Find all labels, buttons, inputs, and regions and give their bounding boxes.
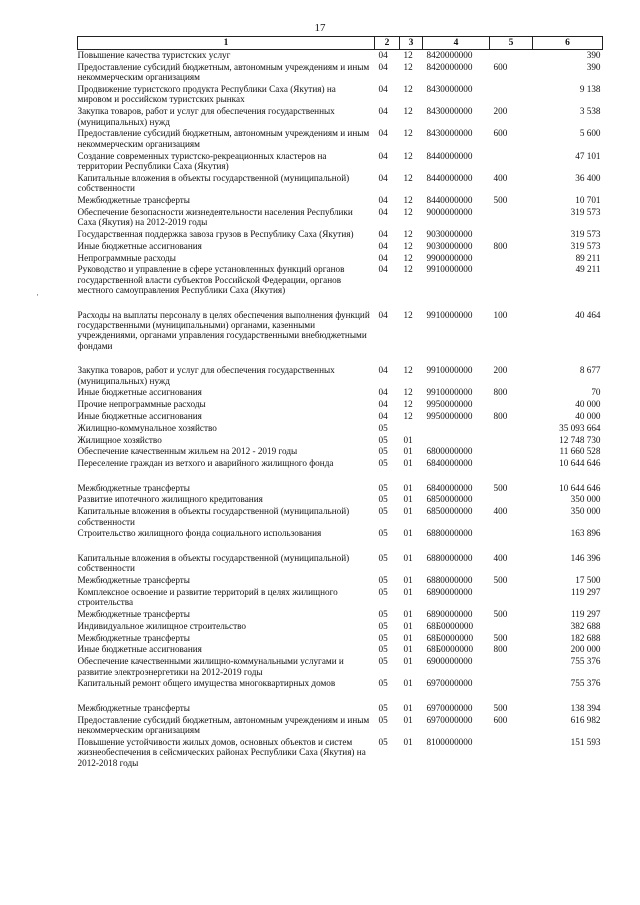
row-name: Создание современных туристско-рекреационных кластеров на территории Республики Саха (Якутия) [77,150,327,172]
row-amount: 17 500 [575,575,601,586]
row-expense-type [490,399,533,411]
row-subsection: 12 [403,172,413,183]
header-col-1: 1 [78,37,375,50]
table-row [78,411,603,423]
table-row [78,656,603,678]
row-target-article: 9910000000 [426,309,473,320]
row-amount: 151 593 [570,736,601,747]
row-amount: 36 400 [575,172,601,183]
row-section: 05 [378,632,388,643]
row-section: 05 [378,586,388,597]
row-section: 05 [378,609,388,620]
row-expense-type: 400 [493,172,508,183]
row-amount: 12 748 730 [559,434,601,445]
row-amount: 40 000 [575,399,601,410]
row-name: Продвижение туристского продукта Республики Саха (Якутия) на мировом и российском туристских рынках [77,84,336,105]
row-subsection: 01 [403,644,413,655]
row-target-article: 9910000000 [426,264,473,275]
row-amount: 47 101 [575,150,601,161]
row-amount: 163 896 [570,528,601,539]
row-name: Закупка товаров, работ и услуг для обеспечения государственных (муниципальных) нужд [77,106,335,127]
row-target-article: 68Б0000000 [426,632,474,643]
row-subsection: 12 [403,365,413,376]
row-expense-type [490,621,533,633]
row-target-article: 6890000000 [426,609,473,620]
row-amount: 146 396 [570,552,601,563]
row-section: 05 [378,620,388,631]
row-name: Межбюджетные трансферты [77,632,190,643]
table-row [78,50,603,62]
row-subsection: 01 [403,736,413,747]
row-expense-type: 500 [493,195,508,206]
row-amount: 40 000 [575,411,601,422]
table-row [78,435,603,447]
row-subsection: 01 [403,586,413,597]
row-amount: 9 138 [579,84,601,94]
row-name: Переселение граждан из ветхого и аварийного жилищного фонда [77,458,334,469]
row-section: 04 [378,240,388,251]
row-amount: 390 [586,61,601,72]
row-target-article: 6840000000 [426,482,473,493]
row-expense-type [490,207,533,229]
row-expense-type [490,423,533,435]
row-subsection: 01 [403,656,413,667]
row-target-article: 8430000000 [426,106,473,117]
row-name: Межбюджетные трансферты [77,609,190,620]
row-name: Предоставление субсидий бюджетным, автономным учреждениям и иным некоммерческим организациям [77,714,370,736]
row-target-article: 9950000000 [426,411,473,422]
row-amount: 138 394 [570,702,601,713]
table-row [78,128,603,150]
row-subsection: 01 [403,482,413,493]
row-section: 05 [378,422,388,433]
row-target-article: 6800000000 [426,446,473,457]
row-expense-type [490,435,533,447]
row-subsection: 12 [403,195,413,206]
row-amount: 10 644 646 [559,482,601,493]
row-section: 04 [378,195,388,206]
table-row [78,703,603,715]
table-row [78,446,603,458]
row-subsection: 12 [403,61,413,72]
row-name: Обеспечение качественными жилищно-коммунальными услугами и развитие электроэнергетики на 2012-2019 годы [77,656,344,677]
table-row [78,229,603,241]
row-section: 04 [378,399,388,410]
row-name: Предоставление субсидий бюджетным, автономным учреждениям и иным некоммерческим организациям [77,128,370,149]
row-amount: 8 677 [579,365,601,376]
row-expense-type [490,678,533,702]
table-body [78,50,603,770]
row-expense-type [490,494,533,506]
row-section: 05 [378,552,388,563]
row-subsection: 01 [403,458,413,469]
table-row [78,207,603,229]
row-section: 04 [378,150,388,161]
row-subsection: 01 [403,702,413,713]
table-row [78,609,603,621]
row-expense-type [490,587,533,609]
row-name: Иные бюджетные ассигнования [77,240,202,251]
row-name: Межбюджетные трансферты [77,195,190,206]
row-target-article [423,435,490,447]
row-expense-type: 400 [493,552,508,563]
row-section: 05 [378,702,388,713]
row-section: 04 [378,128,388,139]
row-name: Иные бюджетные ассигнования [77,387,202,398]
table-row [78,678,603,702]
row-name: Капитальные вложения в объекты государственной (муниципальной) собственности [77,552,350,574]
row-amount: 755 376 [570,678,601,689]
row-amount: 3 538 [579,106,601,117]
row-target-article: 8430000000 [426,84,473,94]
row-target-article: 9950000000 [426,399,473,410]
row-expense-type: 600 [493,714,508,725]
row-target-article: 9000000000 [426,206,473,217]
row-expense-type: 800 [493,240,508,251]
row-name: Иные бюджетные ассигнования [77,644,202,655]
row-name: Жилищно-коммунальное хозяйство [77,422,217,433]
row-name: Прочие непрограммные расходы [77,399,206,410]
row-target-article: 8420000000 [426,61,473,72]
page-number: 17 [314,22,326,34]
row-expense-type: 500 [493,482,508,493]
row-target-article: 8420000000 [426,50,473,60]
row-expense-type [490,446,533,458]
table-row [78,737,603,770]
row-subsection: 01 [403,632,413,643]
row-section: 04 [378,229,388,240]
row-target-article: 6850000000 [426,506,473,517]
row-expense-type [490,737,533,770]
row-expense-type: 200 [493,106,508,117]
row-expense-type [490,151,533,173]
row-section: 04 [378,61,388,72]
table-row [78,106,603,128]
row-amount: 319 573 [570,206,601,217]
table-row [78,310,603,366]
table-row [78,195,603,207]
row-target-article: 9900000000 [426,252,473,263]
table-row [78,506,603,528]
row-name: Закупка товаров, работ и услуг для обеспечения государственных (муниципальных) нужд [77,365,335,386]
row-amount: 200 000 [570,644,601,655]
row-subsection: 01 [403,446,413,457]
row-name: Комплексное освоение и развитие территорий в целях жилищного строительства [77,586,338,608]
row-name: Межбюджетные трансферты [77,482,190,493]
row-target-article: 8440000000 [426,195,473,206]
row-expense-type: 200 [493,365,508,376]
row-section: 04 [378,172,388,183]
row-subsection: 12 [403,309,413,320]
row-subsection: 12 [403,150,413,161]
row-amount: 350 000 [570,506,601,517]
row-section: 04 [378,206,388,217]
row-subsection: 01 [403,528,413,539]
table-row [78,494,603,506]
row-expense-type: 400 [493,506,508,517]
row-amount: 35 093 664 [559,422,601,433]
row-expense-type [490,264,533,309]
row-name: Руководство и управление в сфере установленных функций органов государственной власти субъектов Российской Федерации, органов местного самоуправления Республики Саха (Якутия) [77,264,345,296]
row-section: 04 [378,106,388,117]
row-name: Межбюджетные трансферты [77,702,190,713]
row-name: Капитальный ремонт общего имущества многоквартирных домов [77,678,336,689]
row-subsection: 01 [403,620,413,631]
row-name: Предоставление субсидий бюджетным, автономным учреждениям и иным некоммерческим организациям [77,61,370,83]
row-target-article: 6850000000 [426,494,473,505]
row-subsection: 01 [403,714,413,725]
table-row [78,399,603,411]
table-row [78,173,603,195]
row-expense-type: 800 [493,387,508,398]
row-amount: 10 644 646 [559,458,601,469]
row-expense-type [490,458,533,482]
row-expense-type: 500 [493,609,508,620]
row-target-article: 6880000000 [426,575,473,586]
table-row [78,423,603,435]
row-amount: 319 573 [570,229,601,240]
row-expense-type [490,253,533,265]
row-section: 04 [378,264,388,275]
row-expense-type: 600 [493,61,508,72]
row-amount: 49 211 [575,264,601,275]
table-row [78,253,603,265]
header-col-3: 3 [400,37,423,50]
table-row [78,264,603,309]
budget-table [77,36,603,769]
row-subsection: 12 [403,387,413,398]
row-section: 05 [378,678,388,689]
table-row [78,633,603,645]
header-col-4: 4 [423,37,490,50]
row-expense-type: 600 [493,128,508,139]
row-expense-type: 500 [493,632,508,643]
row-target-article: 6970000000 [426,702,473,713]
row-section: 05 [378,575,388,586]
row-amount: 40 464 [575,309,601,320]
row-section: 04 [378,411,388,422]
row-target-article: 9030000000 [426,229,473,240]
table-row [78,575,603,587]
row-name: Государственная поддержка завоза грузов в Республику Саха (Якутия) [77,229,354,240]
row-target-article [423,423,490,435]
table-row [78,528,603,552]
table-row [78,458,603,482]
row-expense-type [490,229,533,241]
table-header-row [78,37,603,50]
row-amount: 390 [586,50,601,60]
row-amount: 70 [591,387,601,398]
row-subsection: 01 [403,678,413,689]
row-target-article: 8430000000 [426,128,473,139]
row-section: 05 [378,656,388,667]
row-amount: 119 297 [570,609,601,620]
row-subsection [400,423,423,435]
row-name: Межбюджетные трансферты [77,575,190,586]
row-name: Обеспечение безопасности жизнедеятельности населения Республики Саха (Якутия) на 2012-2019 годы [77,206,353,228]
row-section: 04 [378,252,388,263]
row-name: Повышение устойчивости жилых домов, основных объектов и систем жизнеобеспечения в сейсмических районах Республики Саха (Якутия) на 2012-2018 годы [77,736,366,768]
row-target-article: 6900000000 [426,656,473,667]
row-expense-type: 800 [493,644,508,655]
row-name: Строительство жилищного фонда социального использования [77,528,322,539]
table-row [78,715,603,737]
row-amount: 5 600 [579,128,601,139]
row-subsection: 12 [403,240,413,251]
row-subsection: 01 [403,494,413,505]
row-target-article: 6840000000 [426,458,473,469]
row-section: 04 [378,84,388,94]
row-target-article: 9910000000 [426,387,473,398]
row-expense-type [490,84,533,106]
row-target-article: 8440000000 [426,172,473,183]
row-name: Обеспечение качественным жильем на 2012 - 2019 годы [77,446,298,457]
table-row [78,587,603,609]
row-subsection: 01 [403,506,413,517]
header-col-5: 5 [490,37,533,50]
row-subsection: 01 [403,575,413,586]
table-row [78,553,603,575]
row-expense-type [490,50,533,62]
row-subsection: 12 [403,264,413,275]
row-expense-type [490,656,533,678]
row-target-article: 9030000000 [426,240,473,251]
row-name: Развитие ипотечного жилищного кредитования [77,494,263,505]
row-expense-type: 100 [493,309,508,320]
row-subsection: 12 [403,206,413,217]
table-row [78,84,603,106]
row-section: 05 [378,446,388,457]
row-name: Жилищное хозяйство [77,434,162,445]
row-section: 05 [378,482,388,493]
row-amount: 755 376 [570,656,601,667]
row-amount: 616 982 [570,714,601,725]
row-expense-type: 500 [493,575,508,586]
row-subsection: 01 [403,434,413,445]
row-target-article: 68Б0000000 [426,620,474,631]
row-section: 05 [378,736,388,747]
row-target-article: 6970000000 [426,678,473,689]
row-expense-type: 500 [493,702,508,713]
row-amount: 382 688 [570,620,601,631]
row-section: 05 [378,434,388,445]
row-name: Индивидуальное жилищное строительство [77,620,246,631]
row-target-article: 68Б0000000 [426,644,474,655]
header-col-6: 6 [533,37,603,50]
row-subsection: 12 [403,128,413,139]
row-expense-type [490,528,533,552]
row-name: Капитальные вложения в объекты государственной (муниципальной) собственности [77,506,350,527]
row-amount: 319 573 [570,240,601,251]
row-subsection: 12 [403,50,413,60]
row-section: 04 [378,50,388,60]
table-row [78,644,603,656]
row-subsection: 12 [403,411,413,422]
row-section: 05 [378,528,388,539]
row-subsection: 12 [403,399,413,410]
row-amount: 350 000 [570,494,601,505]
row-amount: 10 701 [575,195,601,206]
row-target-article: 8100000000 [426,736,473,747]
row-subsection: 01 [403,609,413,620]
table-row [78,483,603,495]
row-subsection: 12 [403,106,413,117]
row-section: 05 [378,714,388,725]
row-name: Непрограммные расходы [77,252,176,263]
table-row [78,151,603,173]
row-target-article: 8440000000 [426,150,473,161]
row-amount: 11 660 528 [559,446,601,457]
margin-mark: · [36,290,39,300]
table-row [78,387,603,399]
row-target-article: 6880000000 [426,528,473,539]
row-name: Повышение качества туристских услуг [77,50,231,60]
row-name: Иные бюджетные ассигнования [77,411,202,422]
row-section: 04 [378,309,388,320]
row-target-article: 6890000000 [426,586,473,597]
row-section: 05 [378,494,388,505]
row-section: 05 [378,644,388,655]
row-expense-type: 800 [493,411,508,422]
row-section: 04 [378,365,388,376]
row-section: 05 [378,506,388,517]
table-row [78,241,603,253]
table-row [78,62,603,84]
row-subsection: 12 [403,84,413,94]
row-subsection: 01 [403,552,413,563]
table-row [78,365,603,387]
row-target-article: 6970000000 [426,714,473,725]
row-amount: 119 297 [570,586,601,597]
row-amount: 182 688 [570,632,601,643]
row-subsection: 12 [403,229,413,240]
header-col-2: 2 [375,37,400,50]
row-subsection: 12 [403,252,413,263]
row-amount: 89 211 [575,252,601,263]
row-name: Расходы на выплаты персоналу в целях обеспечения выполнения функций государственными (муниципальными) органами, казенными учреждениями, органами управления государственными внебюджетными фондами [77,309,370,351]
row-target-article: 9910000000 [426,365,473,376]
table-row [78,621,603,633]
row-section: 04 [378,387,388,398]
row-section: 05 [378,458,388,469]
row-name: Капитальные вложения в объекты государственной (муниципальной) собственности [77,172,350,194]
row-target-article: 6880000000 [426,552,473,563]
